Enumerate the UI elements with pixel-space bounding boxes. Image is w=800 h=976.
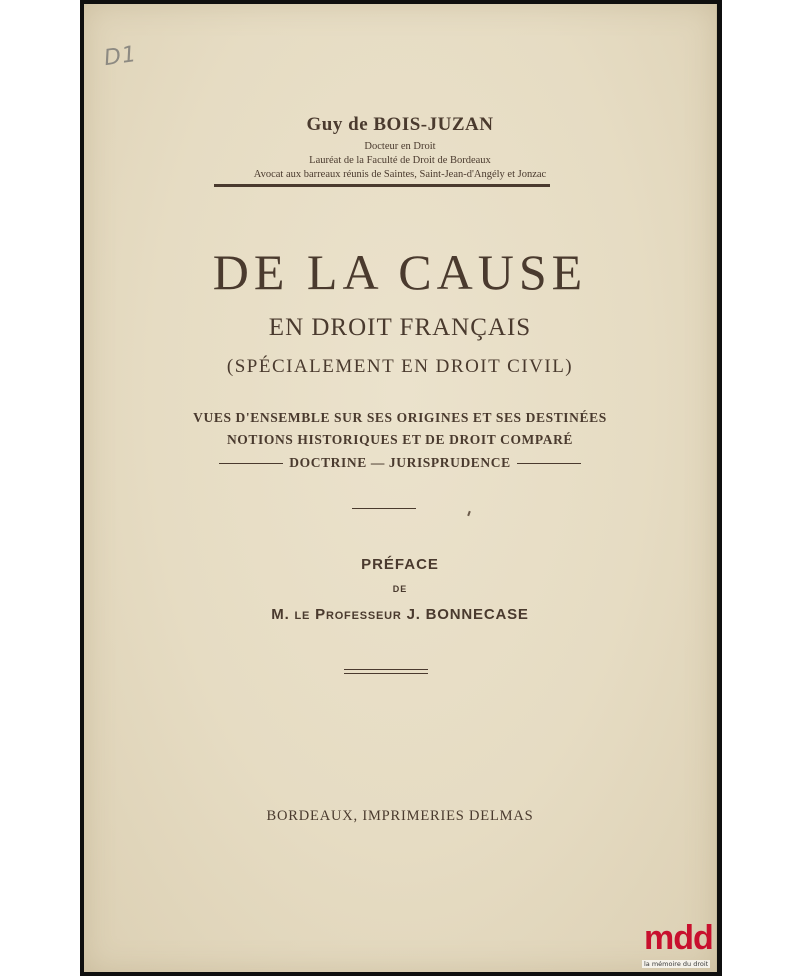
description-line-3-text: DOCTRINE — JURISPRUDENCE xyxy=(289,455,511,470)
preface-by-label: DE xyxy=(392,584,408,594)
watermark-logo xyxy=(640,918,722,976)
author-name: Guy de BOIS-JUZAN xyxy=(306,114,494,135)
double-divider xyxy=(344,669,428,674)
description-line-2: NOTIONS HISTORIQUES ET DE DROIT COMPARÉ xyxy=(226,432,574,447)
mdd-logo-tagline: la mémoire du droit xyxy=(644,960,709,968)
mdd-logo-text: mdd xyxy=(644,919,713,957)
book-subtitle-note: (SPÉCIALEMENT EN DROIT CIVIL) xyxy=(226,356,574,377)
left-dash-rule xyxy=(219,463,283,464)
description-line-1: VUES D'ENSEMBLE SUR SES ORIGINES ET SES DESTINÉES xyxy=(193,410,607,425)
preface-author: M. le Professeur J. BONNECASE xyxy=(271,606,529,623)
author-divider xyxy=(214,184,550,187)
preface-label: PRÉFACE xyxy=(361,556,439,573)
description-line-3 xyxy=(84,454,716,472)
author-credential-1: Docteur en Droit xyxy=(364,141,436,152)
author-credential-3: Avocat aux barreaux réunis de Saintes, Saint-Jean-d'Angély et Jonzac xyxy=(253,169,547,180)
publisher: BORDEAUX, IMPRIMERIES DELMAS xyxy=(266,808,534,824)
book-title: DE LA CAUSE xyxy=(212,244,588,300)
section-divider xyxy=(352,508,416,509)
right-dash-rule xyxy=(517,463,581,464)
handwritten-mark: D1 xyxy=(102,41,139,72)
author-credential-2: Lauréat de la Faculté de Droit de Bordeaux xyxy=(309,155,491,166)
book-subtitle: EN DROIT FRANÇAIS xyxy=(268,314,532,341)
